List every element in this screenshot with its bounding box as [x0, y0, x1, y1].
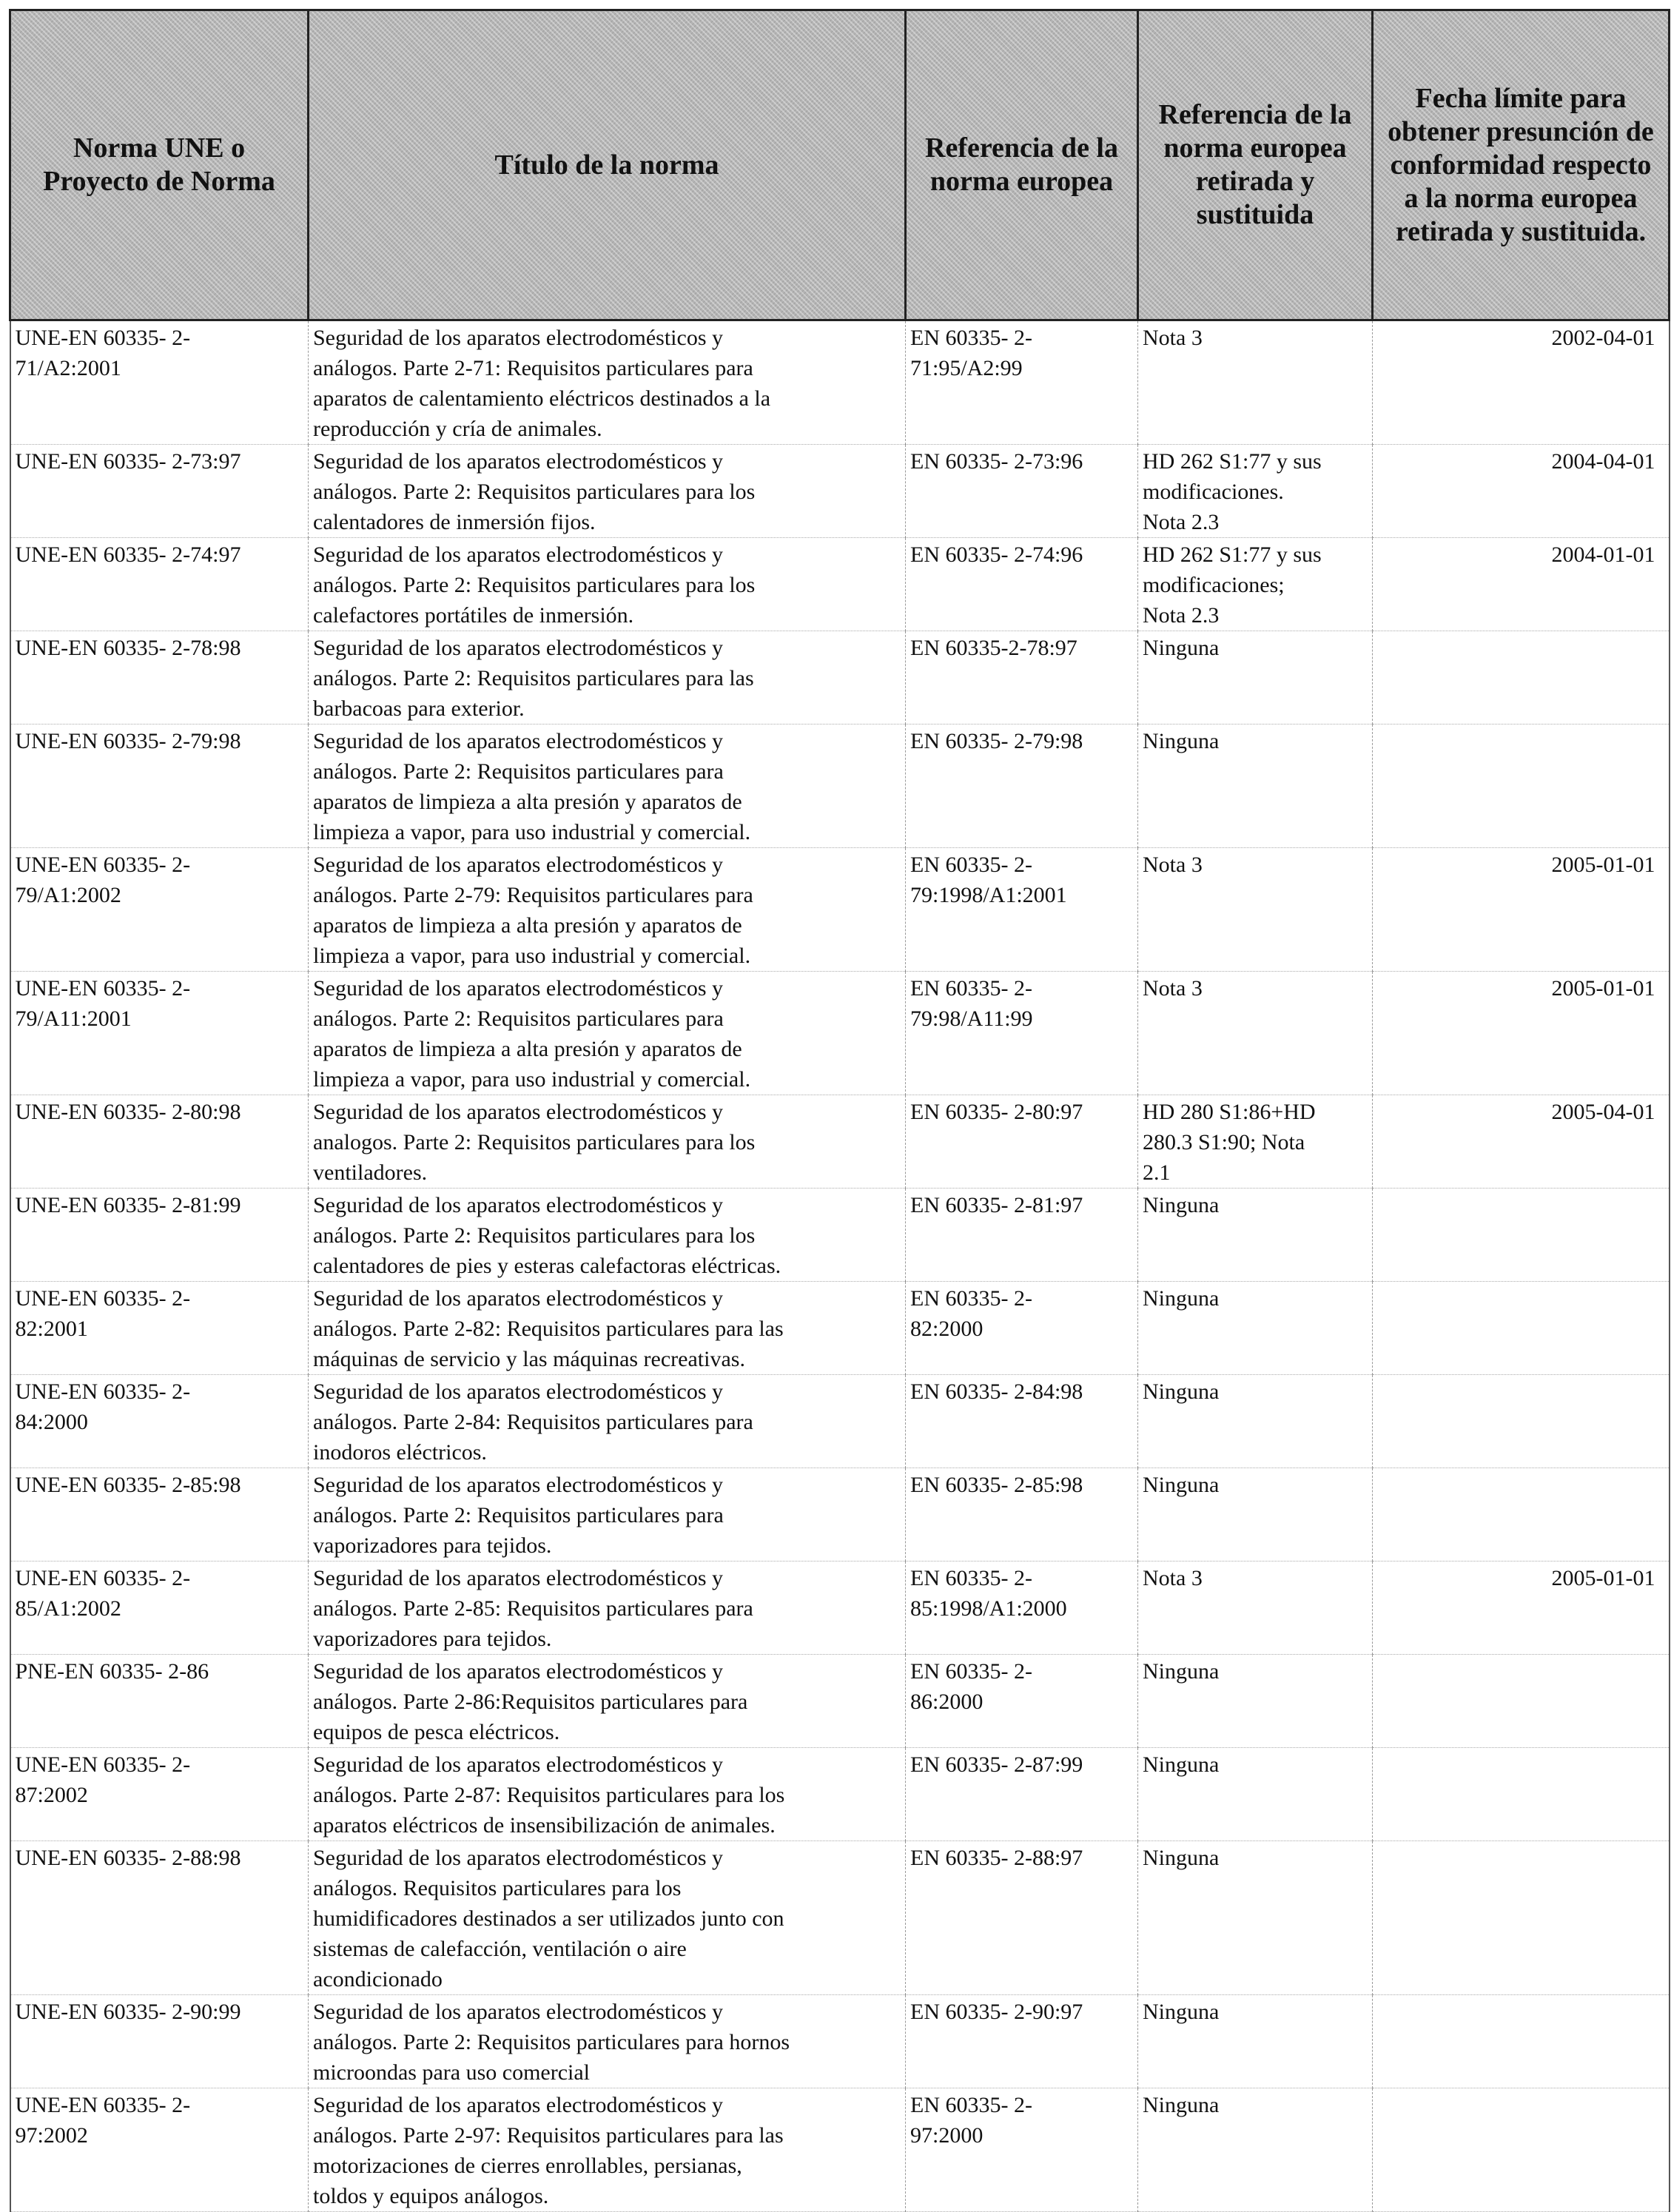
header-norma: Norma UNE o Proyecto de Norma — [10, 10, 309, 320]
cell-retirada: Ninguna — [1138, 1375, 1373, 1468]
cell-titulo: Seguridad de los aparatos electrodomésticos y análogos. Parte 2-85: Requisitos particulares para vaporizadores para tejidos. — [309, 1561, 906, 1655]
cell-titulo: Seguridad de los aparatos electrodomésticos y análogos. Parte 2: Requisitos particulares para los calentadores de pies y esteras calefactoras eléctricas. — [309, 1189, 906, 1282]
cell-norma: UNE-EN 60335- 2-79:98 — [10, 725, 309, 848]
table-row — [10, 1282, 1670, 1375]
cell-titulo: Seguridad de los aparatos electrodomésticos y análogos. Parte 2-71: Requisitos particulares para aparatos de calentamiento eléctricos destinados a la reproducción y cría de animales. — [309, 320, 906, 445]
cell-referencia: EN 60335- 2-79:98 — [906, 725, 1138, 848]
table-row — [10, 1561, 1670, 1655]
header-fecha: Fecha límite para obtener presunción de conformidad respecto a la norma europea retirada y sustituida. — [1373, 10, 1670, 320]
cell-titulo: Seguridad de los aparatos electrodomésticos y análogos. Parte 2-86:Requisitos particulares para equipos de pesca eléctricos. — [309, 1655, 906, 1748]
cell-referencia: EN 60335- 2-88:97 — [906, 1841, 1138, 1995]
cell-referencia: EN 60335- 2-73:96 — [906, 445, 1138, 538]
table-row — [10, 2088, 1670, 2212]
header-retirada: Referencia de la norma europea retirada y sustituida — [1138, 10, 1373, 320]
cell-retirada: Ninguna — [1138, 725, 1373, 848]
cell-fecha — [1373, 1748, 1670, 1841]
cell-retirada: Nota 3 — [1138, 320, 1373, 445]
cell-retirada: HD 262 S1:77 y sus modificaciones; Nota 2.3 — [1138, 538, 1373, 631]
cell-titulo: Seguridad de los aparatos electrodomésticos y análogos. Parte 2-82: Requisitos particulares para las máquinas de servicio y las máquinas recreativas. — [309, 1282, 906, 1375]
cell-titulo: Seguridad de los aparatos electrodomésticos y análogos. Parte 2: Requisitos particulares para los calefactores portátiles de inmersión. — [309, 538, 906, 631]
table-row — [10, 1189, 1670, 1282]
header-titulo: Título de la norma — [309, 10, 906, 320]
cell-retirada: Ninguna — [1138, 1468, 1373, 1561]
table-row — [10, 972, 1670, 1095]
cell-titulo: Seguridad de los aparatos electrodomésticos y analogos. Parte 2: Requisitos particulares para los ventiladores. — [309, 1095, 906, 1189]
cell-retirada: Ninguna — [1138, 1841, 1373, 1995]
cell-titulo: Seguridad de los aparatos electrodomésticos y análogos. Requisitos particulares para los humidificadores destinados a ser utilizados junto con sistemas de calefacción, ventilación o aire acondicionado — [309, 1841, 906, 1995]
cell-norma: UNE-EN 60335- 2-74:97 — [10, 538, 309, 631]
cell-norma: UNE-EN 60335- 2- 84:2000 — [10, 1375, 309, 1468]
table-row — [10, 848, 1670, 972]
cell-retirada: Ninguna — [1138, 631, 1373, 725]
cell-norma: UNE-EN 60335- 2-78:98 — [10, 631, 309, 725]
cell-retirada: Nota 3 — [1138, 848, 1373, 972]
cell-fecha — [1373, 631, 1670, 725]
cell-retirada: Ninguna — [1138, 1655, 1373, 1748]
cell-referencia: EN 60335- 2- 79:1998/A1:2001 — [906, 848, 1138, 972]
table-row — [10, 1095, 1670, 1189]
cell-fecha: 2002-04-01 — [1373, 320, 1670, 445]
cell-titulo: Seguridad de los aparatos electrodomésticos y análogos. Parte 2-79: Requisitos particulares para aparatos de limpieza a alta presión y aparatos de limpieza a vapor, para uso industrial y comercial. — [309, 848, 906, 972]
cell-fecha: 2004-01-01 — [1373, 538, 1670, 631]
cell-retirada: Nota 3 — [1138, 972, 1373, 1095]
table-body — [10, 320, 1670, 2212]
cell-titulo: Seguridad de los aparatos electrodomésticos y análogos. Parte 2: Requisitos particulares para aparatos de limpieza a alta presión y aparatos de limpieza a vapor, para uso industrial y comercial. — [309, 725, 906, 848]
cell-titulo: Seguridad de los aparatos electrodomésticos y análogos. Parte 2: Requisitos particulares para los calentadores de inmersión fijos. — [309, 445, 906, 538]
cell-norma: UNE-EN 60335- 2-88:98 — [10, 1841, 309, 1995]
cell-retirada: HD 280 S1:86+HD 280.3 S1:90; Nota 2.1 — [1138, 1095, 1373, 1189]
cell-titulo: Seguridad de los aparatos electrodomésticos y análogos. Parte 2: Requisitos particulares para hornos microondas para uso comercial — [309, 1995, 906, 2088]
cell-fecha — [1373, 1841, 1670, 1995]
cell-norma: UNE-EN 60335- 2- 82:2001 — [10, 1282, 309, 1375]
table-header — [10, 10, 1670, 320]
cell-referencia: EN 60335-2-78:97 — [906, 631, 1138, 725]
cell-referencia: EN 60335- 2-85:98 — [906, 1468, 1138, 1561]
cell-titulo: Seguridad de los aparatos electrodomésticos y análogos. Parte 2: Requisitos particulares para aparatos de limpieza a alta presión y aparatos de limpieza a vapor, para uso industrial y comercial. — [309, 972, 906, 1095]
cell-norma: PNE-EN 60335- 2-86 — [10, 1655, 309, 1748]
cell-retirada: Ninguna — [1138, 1995, 1373, 2088]
cell-fecha — [1373, 1189, 1670, 1282]
cell-referencia: EN 60335- 2-84:98 — [906, 1375, 1138, 1468]
cell-titulo: Seguridad de los aparatos electrodomésticos y análogos. Parte 2-87: Requisitos particulares para los aparatos eléctricos de insensibilización de animales. — [309, 1748, 906, 1841]
cell-fecha: 2004-04-01 — [1373, 445, 1670, 538]
cell-referencia: EN 60335- 2- 82:2000 — [906, 1282, 1138, 1375]
cell-titulo: Seguridad de los aparatos electrodomésticos y análogos. Parte 2: Requisitos particulares para las barbacoas para exterior. — [309, 631, 906, 725]
cell-retirada: Ninguna — [1138, 1189, 1373, 1282]
cell-referencia: EN 60335- 2-87:99 — [906, 1748, 1138, 1841]
cell-titulo: Seguridad de los aparatos electrodomésticos y análogos. Parte 2-97: Requisitos particulares para las motorizaciones de cierres enrollables, persianas, toldos y equipos análogos. — [309, 2088, 906, 2212]
cell-fecha — [1373, 1282, 1670, 1375]
cell-norma: UNE-EN 60335- 2- 97:2002 — [10, 2088, 309, 2212]
cell-norma: UNE-EN 60335- 2- 85/A1:2002 — [10, 1561, 309, 1655]
table-row — [10, 320, 1670, 445]
table-row — [10, 1468, 1670, 1561]
cell-retirada: Nota 3 — [1138, 1561, 1373, 1655]
cell-fecha — [1373, 1375, 1670, 1468]
table-row — [10, 1655, 1670, 1748]
cell-norma: UNE-EN 60335- 2- 71/A2:2001 — [10, 320, 309, 445]
table-row — [10, 445, 1670, 538]
cell-fecha: 2005-01-01 — [1373, 848, 1670, 972]
cell-norma: UNE-EN 60335- 2-85:98 — [10, 1468, 309, 1561]
table-row — [10, 1995, 1670, 2088]
cell-fecha: 2005-04-01 — [1373, 1095, 1670, 1189]
cell-referencia: EN 60335- 2-80:97 — [906, 1095, 1138, 1189]
cell-titulo: Seguridad de los aparatos electrodomésticos y análogos. Parte 2: Requisitos particulares para vaporizadores para tejidos. — [309, 1468, 906, 1561]
table-row — [10, 1841, 1670, 1995]
table-row — [10, 725, 1670, 848]
cell-norma: UNE-EN 60335- 2-90:99 — [10, 1995, 309, 2088]
table-row — [10, 631, 1670, 725]
cell-retirada: Ninguna — [1138, 2088, 1373, 2212]
cell-fecha — [1373, 2088, 1670, 2212]
cell-norma: UNE-EN 60335- 2- 79/A1:2002 — [10, 848, 309, 972]
document-page — [9, 9, 1668, 2208]
cell-fecha — [1373, 1468, 1670, 1561]
header-referencia: Referencia de la norma europea — [906, 10, 1138, 320]
cell-referencia: EN 60335- 2- 97:2000 — [906, 2088, 1138, 2212]
cell-retirada: Ninguna — [1138, 1748, 1373, 1841]
cell-referencia: EN 60335- 2- 86:2000 — [906, 1655, 1138, 1748]
cell-titulo: Seguridad de los aparatos electrodomésticos y análogos. Parte 2-84: Requisitos particulares para inodoros eléctricos. — [309, 1375, 906, 1468]
table-row — [10, 1748, 1670, 1841]
cell-referencia: EN 60335- 2-74:96 — [906, 538, 1138, 631]
cell-fecha — [1373, 1655, 1670, 1748]
cell-fecha: 2005-01-01 — [1373, 1561, 1670, 1655]
cell-fecha — [1373, 725, 1670, 848]
table-row — [10, 538, 1670, 631]
cell-referencia: EN 60335- 2- 71:95/A2:99 — [906, 320, 1138, 445]
cell-norma: UNE-EN 60335- 2- 79/A11:2001 — [10, 972, 309, 1095]
cell-norma: UNE-EN 60335- 2-80:98 — [10, 1095, 309, 1189]
cell-referencia: EN 60335- 2-81:97 — [906, 1189, 1138, 1282]
cell-fecha — [1373, 1995, 1670, 2088]
cell-referencia: EN 60335- 2-90:97 — [906, 1995, 1138, 2088]
cell-retirada: Ninguna — [1138, 1282, 1373, 1375]
standards-table — [9, 9, 1670, 2212]
cell-norma: UNE-EN 60335- 2- 87:2002 — [10, 1748, 309, 1841]
cell-norma: UNE-EN 60335- 2-73:97 — [10, 445, 309, 538]
cell-retirada: HD 262 S1:77 y sus modificaciones. Nota 2.3 — [1138, 445, 1373, 538]
cell-norma: UNE-EN 60335- 2-81:99 — [10, 1189, 309, 1282]
cell-referencia: EN 60335- 2- 85:1998/A1:2000 — [906, 1561, 1138, 1655]
cell-referencia: EN 60335- 2- 79:98/A11:99 — [906, 972, 1138, 1095]
cell-fecha: 2005-01-01 — [1373, 972, 1670, 1095]
table-row — [10, 1375, 1670, 1468]
